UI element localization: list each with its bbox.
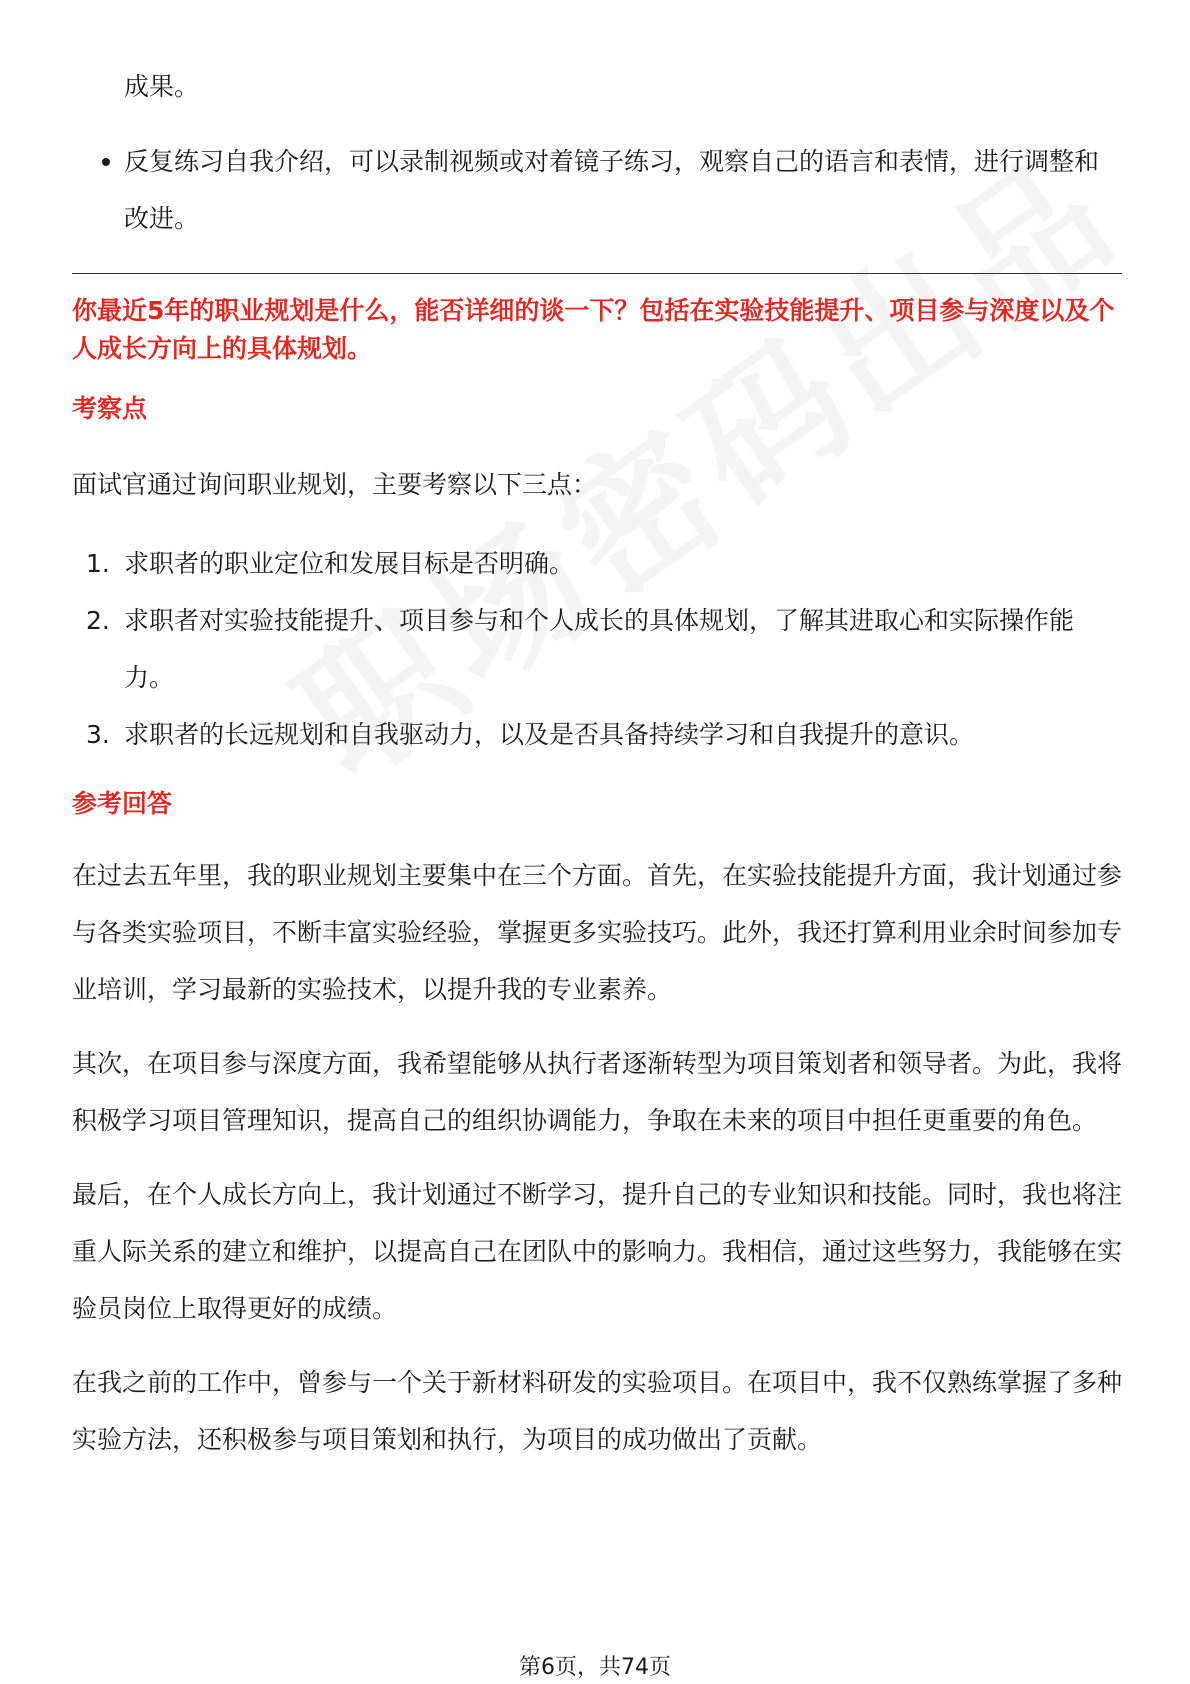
page-number-footer: 第6页，共74页	[519, 1655, 671, 1680]
reference-answer-heading: 参考回答	[72, 789, 173, 818]
list-item	[72, 133, 1122, 247]
list-item-text: 求职者对实验技能提升、项目参与和个人成长的具体规划，了解其进取心和实际操作能力。	[124, 606, 1075, 692]
list-item-text: 求职者的长远规划和自我驱动力，以及是否具备持续学习和自我提升的意识。	[124, 720, 975, 749]
answer-paragraph: 其次，在项目参与深度方面，我希望能够从执行者逐渐转型为项目策划者和领导者。为此，我将积极学习项目管理知识，提高自己的组织协调能力，争取在未来的项目中担任更重要的角色。	[72, 1049, 1123, 1135]
list-item	[72, 592, 1122, 706]
exam-points-list	[72, 535, 1122, 763]
tips-list	[72, 133, 1122, 247]
reference-answer-body	[72, 847, 1122, 1468]
answer-paragraph: 在我之前的工作中，曾参与一个关于新材料研发的实验项目。在项目中，我不仅熟练掌握了多种实验方法，还积极参与项目策划和执行，为项目的成功做出了贡献。	[72, 1368, 1123, 1454]
page-content	[72, 58, 1122, 1468]
answer-paragraph: 最后，在个人成长方向上，我计划通过不断学习，提升自己的专业知识和技能。同时，我也将注重人际关系的建立和维护，以提高自己在团队中的影响力。我相信，通过这些努力，我能够在实验员岗位上取得更好的成绩。	[72, 1180, 1123, 1323]
exam-points-intro: 面试官通过询问职业规划，主要考察以下三点：	[72, 470, 598, 499]
list-item	[72, 706, 1122, 763]
list-item-number: 1.	[86, 549, 110, 578]
bullet-dot-icon	[102, 158, 110, 166]
list-item	[72, 535, 1122, 592]
list-item-text: 反复练习自我介绍，可以录制视频或对着镜子练习，观察自己的语言和表情，进行调整和改进。	[124, 147, 1100, 233]
continued-text	[72, 58, 1122, 115]
answer-paragraph: 在过去五年里，我的职业规划主要集中在三个方面。首先，在实验技能提升方面，我计划通过参与各类实验项目，不断丰富实验经验，掌握更多实验技巧。此外，我还打算利用业余时间参加专业培训，学习最新的实验技术，以提升我的专业素养。	[72, 861, 1123, 1004]
list-item-number: 2.	[86, 606, 110, 635]
list-item-number: 3.	[86, 720, 110, 749]
question-title: 你最近5年的职业规划是什么，能否详细的谈一下？包括在实验技能提升、项目参与深度以及个人成长方向上的具体规划。	[72, 296, 1115, 363]
section-divider	[72, 273, 1122, 274]
list-item-text: 求职者的职业定位和发展目标是否明确。	[124, 549, 575, 578]
continued-text-label: 成果。	[124, 72, 200, 101]
exam-points-heading: 考察点	[72, 394, 148, 423]
